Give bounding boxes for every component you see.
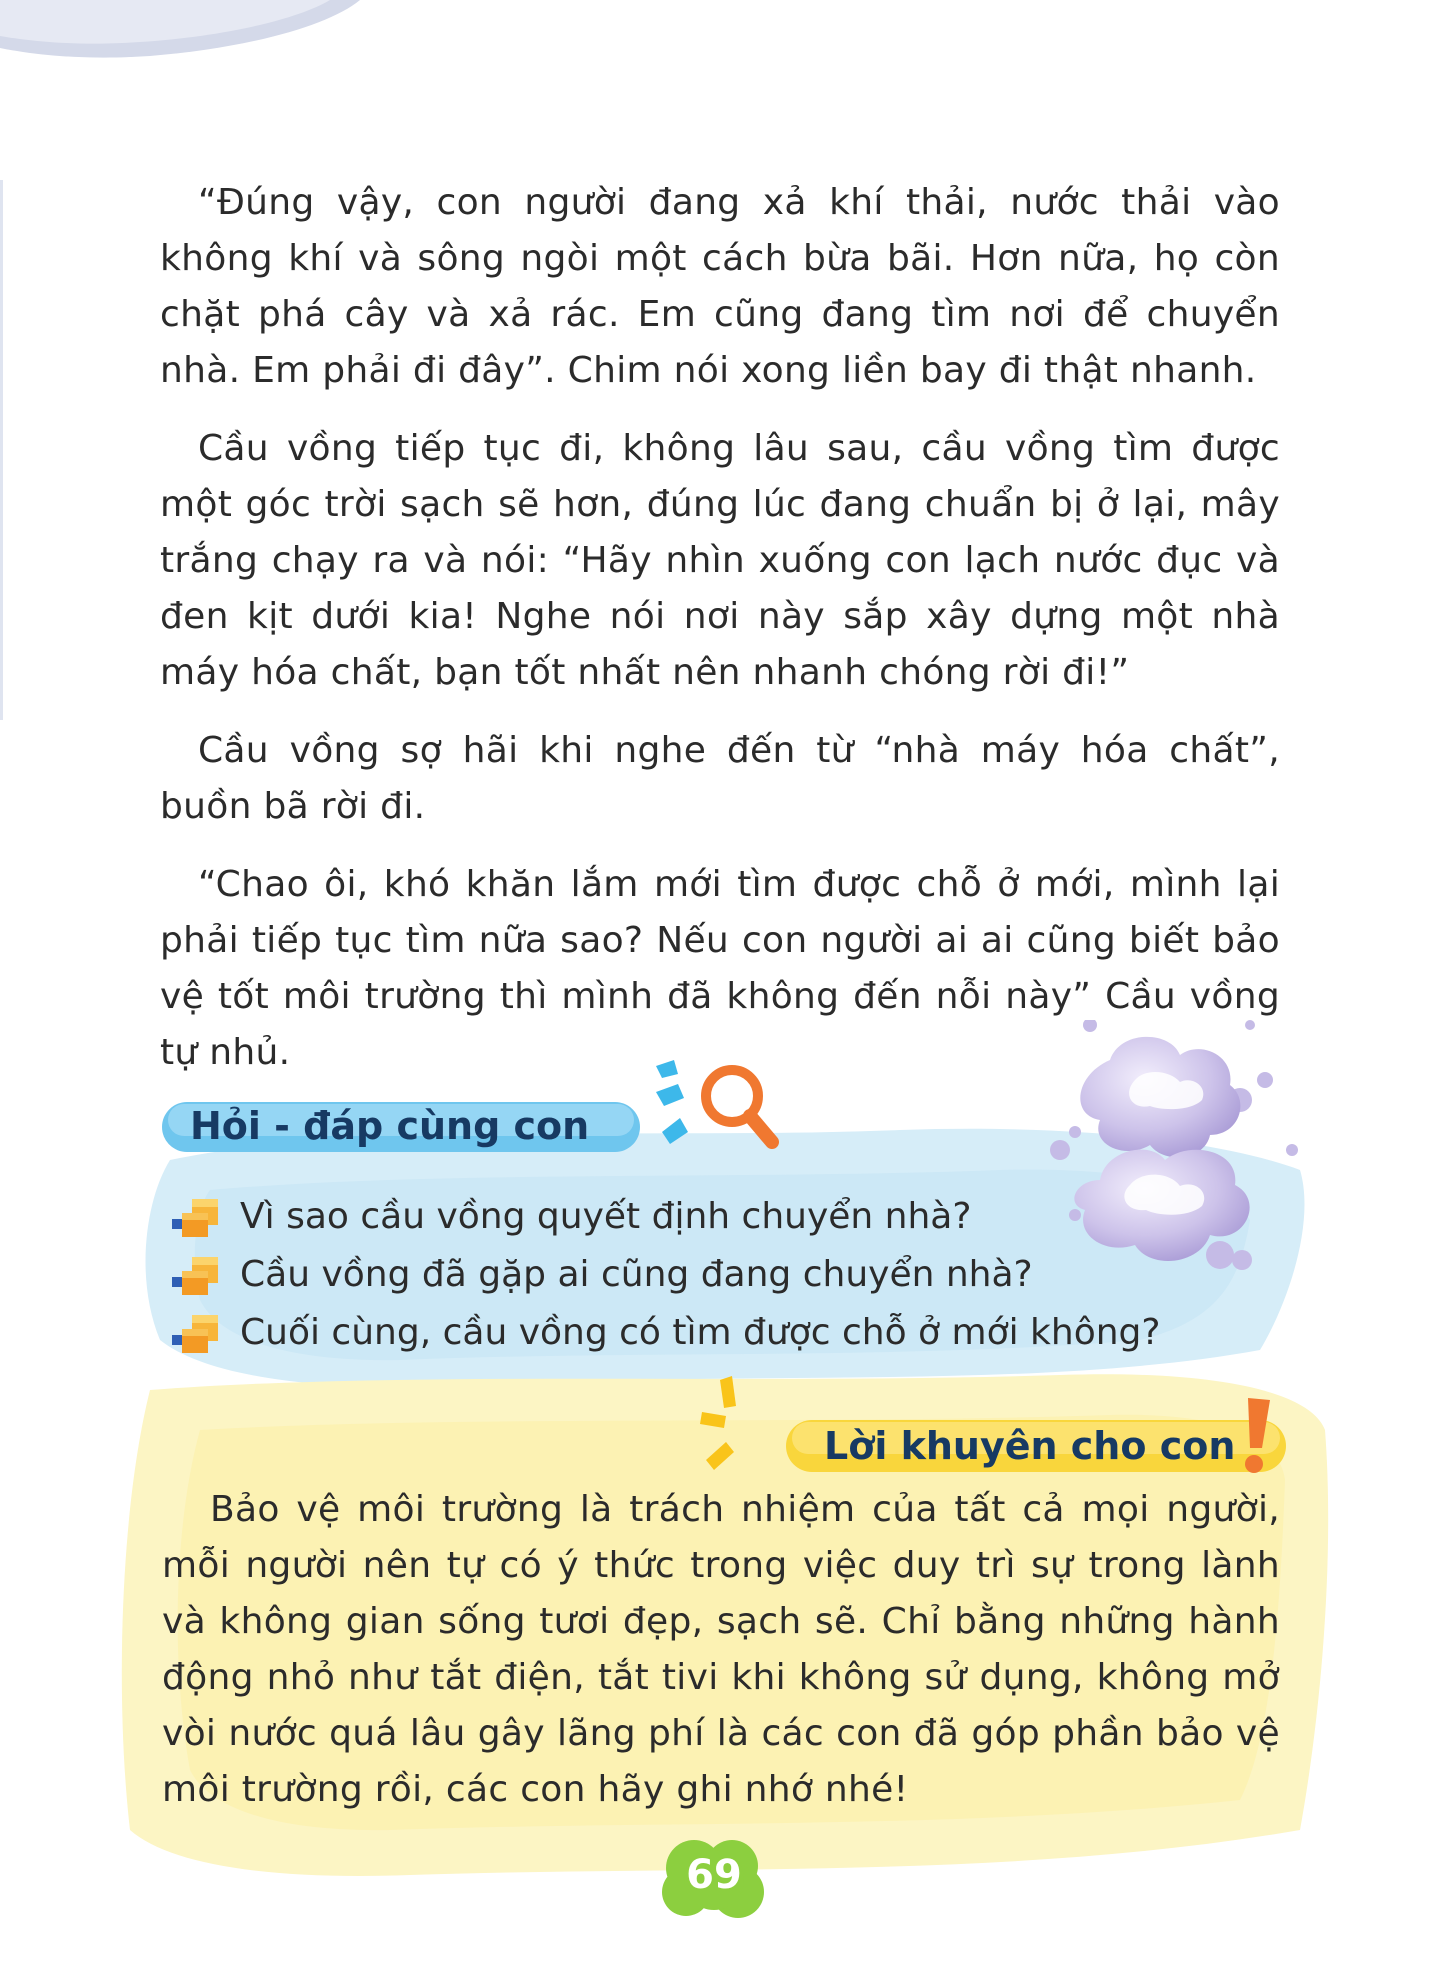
story-paragraph: “Đúng vậy, con người đang xả khí thải, nước thải vào không khí và sông ngòi một cách bừa bãi. Hơn nữa, họ còn chặt phá cây và xả rác. Em cũng đang tìm nơi để chuyển nhà. Em phải đi đây”. Chim nói xong liền bay đi thật nhanh.	[160, 182, 1280, 391]
cloud-decor	[1030, 1020, 1330, 1300]
story-text	[160, 175, 1280, 1103]
magnifier-icon	[652, 1052, 782, 1162]
qa-title-label	[162, 1098, 642, 1156]
advice-title-label	[786, 1416, 1296, 1476]
qa-question-text: Cuối cùng, cầu vồng có tìm được chỗ ở mới không?	[240, 1312, 1161, 1353]
corner-wave-decor	[0, 0, 380, 70]
page-number: 69	[686, 1852, 742, 1898]
story-paragraph: Cầu vồng sợ hãi khi nghe đến từ “nhà máy hóa chất”, buồn bã rời đi.	[160, 730, 1280, 827]
qa-title: Hỏi - đáp cùng con	[190, 1104, 590, 1148]
page-number-badge	[658, 1838, 770, 1920]
page-edge-shadow	[0, 180, 3, 720]
story-paragraph: “Chao ôi, khó khăn lắm mới tìm được chỗ ở mới, mình lại phải tiếp tục tìm nữa sao? Nếu con người ai ai cũng biết bảo vệ tốt môi trường thì mình đã không đến nỗi này” Cầu vồng tự nhủ.	[160, 864, 1280, 1073]
advice-text: Bảo vệ môi trường là trách nhiệm của tất cả mọi người, mỗi người nên tự có ý thức trong việc duy trì sự trong lành và không gian sống tươi đẹp, sạch sẽ. Chỉ bằng những hành động nhỏ như tắt điện, tắt tivi khi không sử dụng, không mở vòi nước quá lâu gây lãng phí là các con đã góp phần bảo vệ môi trường rồi, các con hãy ghi nhớ nhé!	[162, 1489, 1280, 1810]
list-item	[170, 1188, 1170, 1246]
advice-title: Lời khuyên cho con	[824, 1424, 1236, 1468]
list-item	[170, 1246, 1170, 1304]
sparkle-icon	[700, 1376, 790, 1486]
exclamation-icon	[1230, 1396, 1280, 1476]
box-bullet-icon	[170, 1253, 224, 1297]
box-bullet-icon	[170, 1311, 224, 1355]
qa-question-text: Vì sao cầu vồng quyết định chuyển nhà?	[240, 1196, 972, 1237]
story-paragraph: Cầu vồng tiếp tục đi, không lâu sau, cầu vồng tìm được một góc trời sạch sẽ hơn, đúng lúc đang chuẩn bị ở lại, mây trắng chạy ra và nói: “Hãy nhìn xuống con lạch nước đục và đen kịt dưới kia! Nghe nói nơi này sắp xây dựng một nhà máy hóa chất, bạn tốt nhất nên nhanh chóng rời đi!”	[160, 428, 1280, 693]
box-bullet-icon	[170, 1195, 224, 1239]
list-item	[170, 1304, 1170, 1362]
qa-question-text: Cầu vồng đã gặp ai cũng đang chuyển nhà?	[240, 1254, 1033, 1295]
qa-question-list	[170, 1188, 1170, 1362]
